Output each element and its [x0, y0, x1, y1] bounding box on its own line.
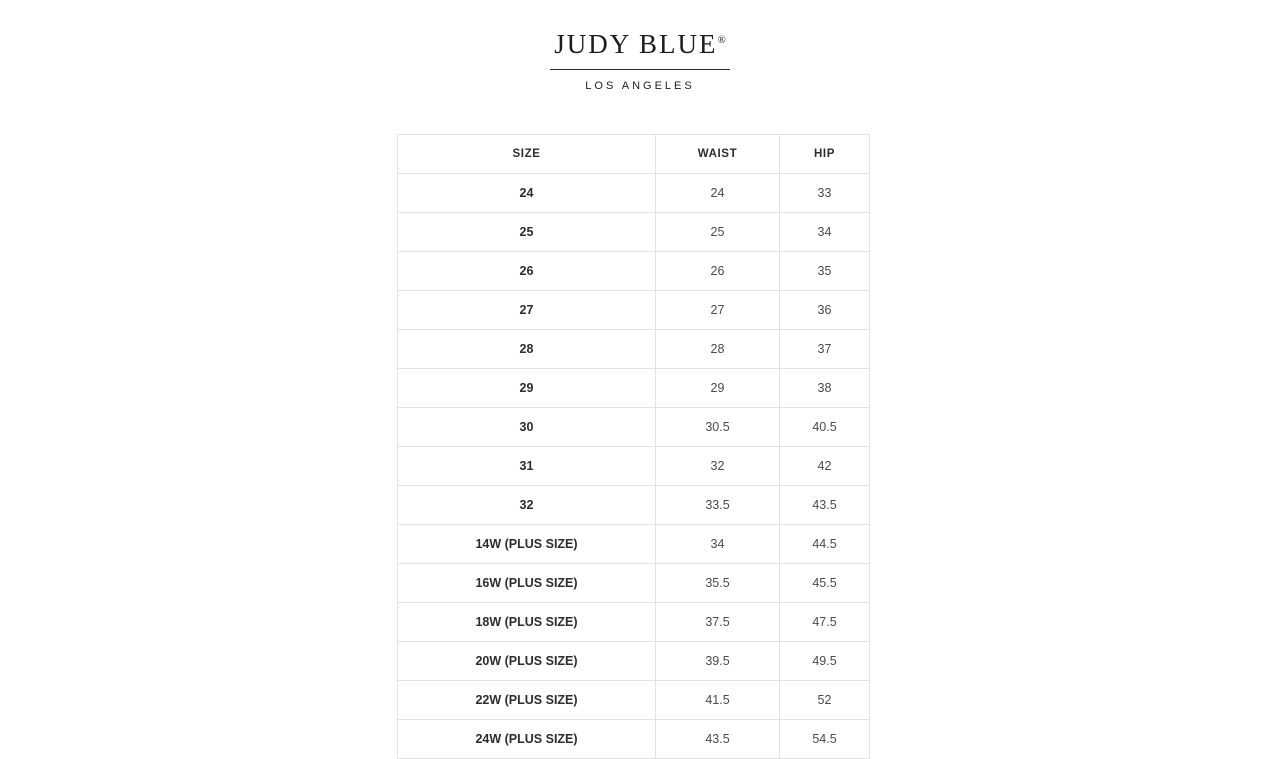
cell-hip: 43.5: [780, 486, 870, 525]
cell-hip: 37: [780, 330, 870, 369]
cell-waist: 30.5: [656, 408, 780, 447]
cell-size: 14W (PLUS SIZE): [398, 525, 656, 564]
size-chart-table: [397, 134, 870, 759]
brand-subtitle: LOS ANGELES: [585, 79, 695, 92]
cell-hip: 45.5: [780, 564, 870, 603]
column-header-hip: HIP: [780, 135, 870, 174]
cell-hip: 42: [780, 447, 870, 486]
cell-hip: 35: [780, 252, 870, 291]
cell-waist: 37.5: [656, 603, 780, 642]
cell-waist: 43.5: [656, 720, 780, 759]
brand-name-text: JUDY BLUE: [554, 29, 718, 59]
cell-size: 16W (PLUS SIZE): [398, 564, 656, 603]
cell-size: 22W (PLUS SIZE): [398, 681, 656, 720]
cell-size: 24: [398, 174, 656, 213]
cell-waist: 35.5: [656, 564, 780, 603]
table-row: [398, 252, 870, 291]
cell-size: 26: [398, 252, 656, 291]
cell-hip: 52: [780, 681, 870, 720]
table-row: [398, 369, 870, 408]
cell-size: 32: [398, 486, 656, 525]
cell-size: 18W (PLUS SIZE): [398, 603, 656, 642]
cell-hip: 40.5: [780, 408, 870, 447]
cell-hip: 36: [780, 291, 870, 330]
table-header: [398, 135, 870, 174]
cell-waist: 41.5: [656, 681, 780, 720]
cell-waist: 33.5: [656, 486, 780, 525]
cell-waist: 28: [656, 330, 780, 369]
table-row: [398, 603, 870, 642]
cell-size: 27: [398, 291, 656, 330]
table-row: [398, 447, 870, 486]
table-row: [398, 213, 870, 252]
table-header-row: [398, 135, 870, 174]
table-row: [398, 681, 870, 720]
cell-hip: 33: [780, 174, 870, 213]
cell-waist: 39.5: [656, 642, 780, 681]
brand-name: [554, 30, 726, 60]
brand-divider: [550, 69, 730, 70]
cell-size: 25: [398, 213, 656, 252]
column-header-size: SIZE: [398, 135, 656, 174]
column-header-waist: WAIST: [656, 135, 780, 174]
cell-hip: 54.5: [780, 720, 870, 759]
cell-hip: 49.5: [780, 642, 870, 681]
table-row: [398, 564, 870, 603]
table-row: [398, 291, 870, 330]
cell-size: 29: [398, 369, 656, 408]
table-row: [398, 330, 870, 369]
cell-hip: 38: [780, 369, 870, 408]
cell-hip: 34: [780, 213, 870, 252]
registered-trademark-symbol: ®: [717, 34, 726, 46]
table-row: [398, 408, 870, 447]
size-chart-table-wrapper: [397, 134, 869, 759]
table-row: [398, 525, 870, 564]
cell-size: 28: [398, 330, 656, 369]
cell-waist: 29: [656, 369, 780, 408]
cell-size: 20W (PLUS SIZE): [398, 642, 656, 681]
brand-header: [0, 30, 1280, 92]
cell-waist: 27: [656, 291, 780, 330]
cell-waist: 25: [656, 213, 780, 252]
table-row: [398, 486, 870, 525]
cell-size: 30: [398, 408, 656, 447]
cell-hip: 47.5: [780, 603, 870, 642]
cell-waist: 26: [656, 252, 780, 291]
table-row: [398, 720, 870, 759]
cell-hip: 44.5: [780, 525, 870, 564]
table-body: [398, 174, 870, 759]
cell-size: 31: [398, 447, 656, 486]
cell-waist: 24: [656, 174, 780, 213]
table-row: [398, 642, 870, 681]
table-row: [398, 174, 870, 213]
cell-waist: 32: [656, 447, 780, 486]
cell-waist: 34: [656, 525, 780, 564]
cell-size: 24W (PLUS SIZE): [398, 720, 656, 759]
